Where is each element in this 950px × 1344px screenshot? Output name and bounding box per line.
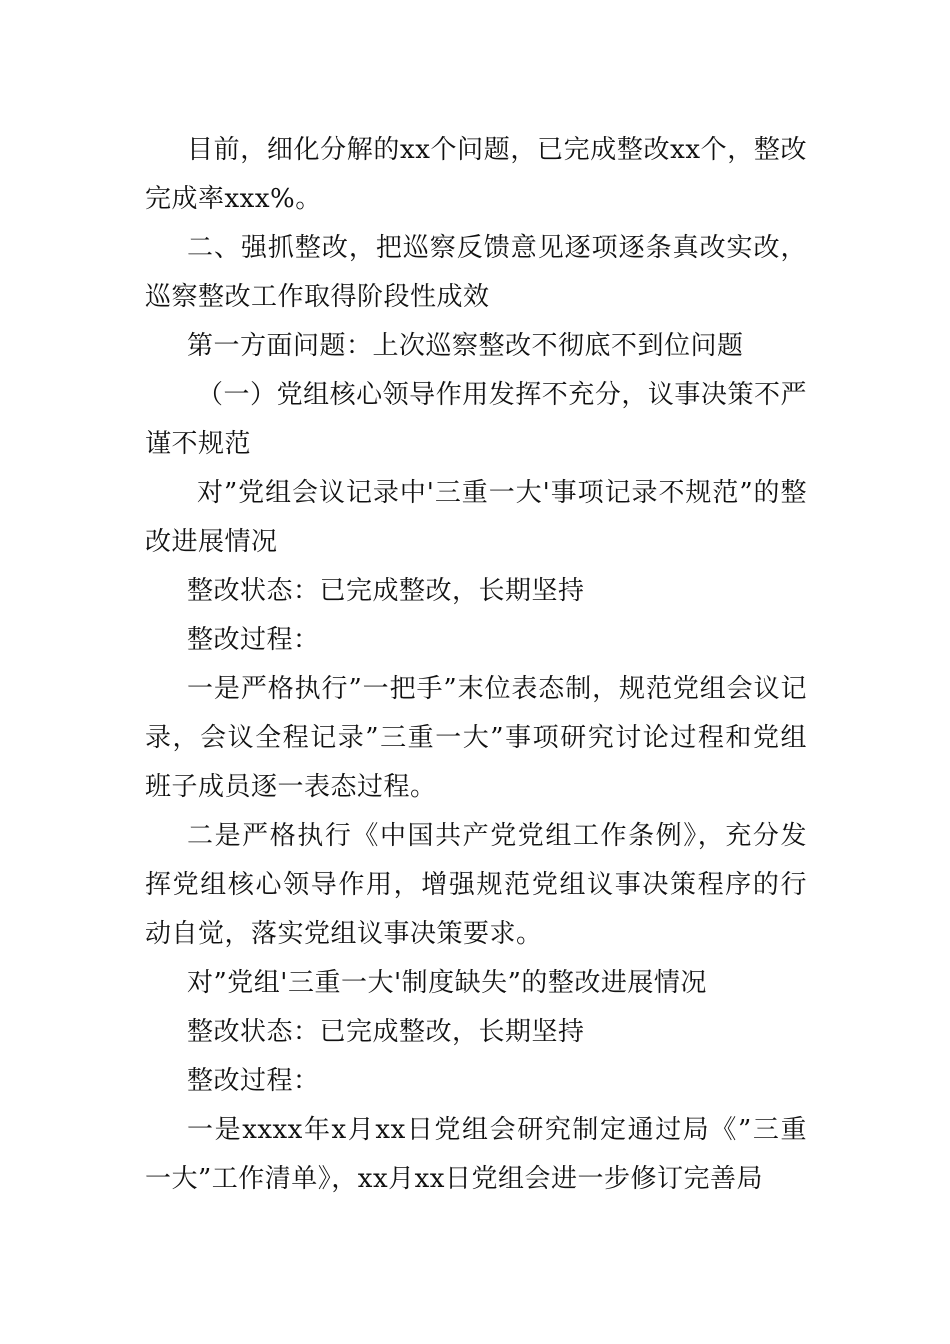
paragraph-status-2: 整改状态：已完成整改，长期坚持 xyxy=(187,1017,585,1047)
paragraph-measure-3: 一是xxxx年x月xx日党组会研究制定通过局《”三重一大”工作清单》，xx月xx日党组会进一步修订完善局 xyxy=(145,1115,807,1194)
paragraph-issue-title-1: 对”党组会议记录中'三重一大'事项记录不规范”的整改进展情况 xyxy=(145,478,807,557)
paragraph-status-1: 整改状态：已完成整改，长期坚持 xyxy=(187,576,585,606)
paragraph-process-label-1: 整改过程： xyxy=(187,625,320,655)
paragraph-section-heading: 二、强抓整改，把巡察反馈意见逐项逐条真改实改，巡察整改工作取得阶段性成效 xyxy=(145,233,807,312)
paragraph-issue-title-2: 对”党组'三重一大'制度缺失”的整改进展情况 xyxy=(187,968,707,998)
paragraph-process-label-2: 整改过程： xyxy=(187,1066,320,1096)
document-body xyxy=(145,126,807,1204)
paragraph-measure-1: 一是严格执行”一把手”末位表态制，规范党组会议记录，会议全程记录”三重一大”事项研究讨论过程和党组班子成员逐一表态过程。 xyxy=(145,674,807,802)
paragraph-measure-2: 二是严格执行《中国共产党党组工作条例》，充分发挥党组核心领导作用，增强规范党组议事决策程序的行动自觉，落实党组议事决策要求。 xyxy=(145,821,807,949)
paragraph-progress-summary: 目前，细化分解的xx个问题，已完成整改xx个，整改完成率xxx%。 xyxy=(145,135,807,214)
paragraph-problem-category: 第一方面问题：上次巡察整改不彻底不到位问题 xyxy=(187,331,744,361)
paragraph-subheading: （一）党组核心领导作用发挥不充分，议事决策不严谨不规范 xyxy=(145,380,807,459)
